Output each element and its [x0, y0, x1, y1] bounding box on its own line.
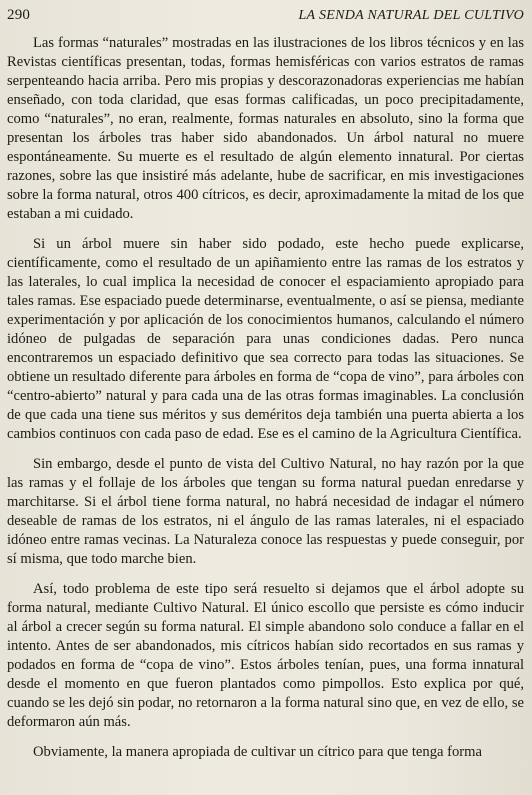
page-header [7, 6, 524, 34]
paragraph: Así, todo problema de este tipo será resuelto si dejamos que el árbol adopte su forma natural, mediante Cultivo Natural. El único escollo que persiste es cómo inducir al árbol a crecer según su forma natural. El simple abandono solo conduce a fallar en el intento. Antes de ser abandonados, mis cítricos habían sido recortados en sus ramas y podados en forma de “copa de vino”. Estos árboles tenían, pues, una forma innatural desde el momento en que fueron plantados como pimpollos. Esto explica por qué, cuando se les dejó sin podar, no retornaron a la forma natural sino que, en vez de ello, se deformaron aún más. [7, 581, 524, 730]
paragraph: Si un árbol muere sin haber sido podado, este hecho puede explicarse, científicamente, como el resultado de un apiñamiento entre las ramas de los estratos y las laterales, lo cual implica la necesidad de conocer el espaciamiento apropiado para tales ramas. Ese espaciado puede determinarse, eventualmente, o así se piensa, mediante experimentación y por aplicación de los conocimientos humanos, calculando el número idóneo de pulgadas de separación para unas condiciones dadas. Pero nunca encontraremos un espaciado definitivo que sea correcto para todas las situaciones. Se obtiene un resultado diferente para árboles en forma de “copa de vino”, para árboles con “centro-abierto” natural y para cada una de las otras formas imaginables. La conclusión de que cada una tiene sus méritos y sus deméritos deja también una puerta abierta a los cambios continuos con cada paso de edad. Ese es el camino de la Agricultura Científica. [7, 236, 524, 442]
paragraph: Sin embargo, desde el punto de vista del Cultivo Natural, no hay razón por la que las ramas y el follaje de los árboles que tengan su forma natural puedan enredarse y marchitarse. Si el árbol tiene forma natural, no habrá necesidad de indagar el número deseable de ramas de los estratos, ni el ángulo de las ramas laterales, ni el espaciado idóneo entre ramas vecinas. La Naturaleza conoce las respuestas y puede conseguir, por sí misma, que todo marche bien. [7, 456, 524, 567]
paragraph: Obviamente, la manera apropiada de cultivar un cítrico para que tenga forma [33, 744, 482, 760]
paragraph: Las formas “naturales” mostradas en las ilustraciones de los libros técnicos y en las Revistas científicas presentan, todas, formas hemisféricas con varios estratos de ramas serpenteando hacia arriba. Pero mis propias y descorazonadoras experiencias me habían enseñado, con toda claridad, que esas formas calificadas, un poco precipitadamente, como “naturales”, no eran, realmente, formas naturales en absoluto, sino la forma que presentan los árboles tras haber sido abandonados. Un árbol natural no muere espontáneamente. Su muerte es el resultado de algún elemento innatural. Por ciertas razones, sobre las que insistiré más adelante, hube de sacrificar, en mis investigaciones sobre la forma natural, otros 400 cítricos, es decir, aproximadamente la mitad de los que estaban a mi cuidado. [7, 35, 524, 222]
page-number: 290 [7, 7, 31, 23]
running-head: LA SENDA NATURAL DEL CULTIVO [298, 8, 524, 23]
body-text [7, 34, 524, 762]
